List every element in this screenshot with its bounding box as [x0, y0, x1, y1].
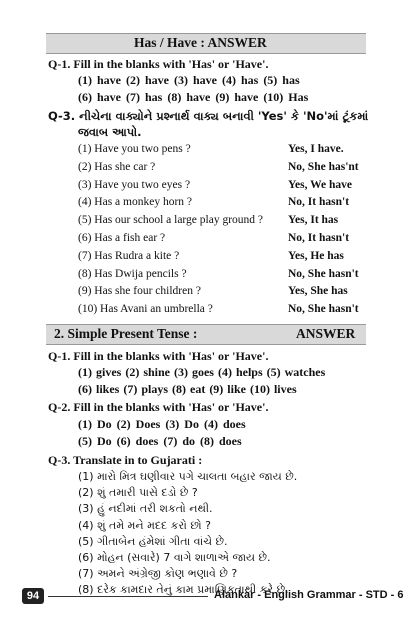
qa-answer: No, She has'nt [288, 160, 359, 173]
qa-question: (6) Has a fish ear ? [78, 232, 166, 244]
qa-question: (10) Has Avani an umbrella ? [78, 303, 213, 316]
translation-line: (2) શું તમારી પાસે દડો છે ? [78, 486, 198, 500]
translation-line: (7) અમને અંગ્રેજી કોણ ભણાવે છે ? [78, 567, 238, 581]
page-number: 94 [22, 588, 44, 604]
qa-answer: Yes, We have [288, 178, 352, 191]
footer-rule [48, 596, 208, 597]
question-heading-gujarati-cont: જવાબ આપો. [78, 125, 142, 139]
question-heading: Q-1. Fill in the blanks with 'Has' or 'Have'. [48, 57, 269, 71]
qa-answer: No, She hasn't [288, 267, 359, 280]
translation-line: (5) ગીતાબેન હંમેશાં ગીતા વાંચે છે. [78, 534, 228, 548]
translation-line: (3) હું નદીમાં તરી શકતો નથી. [78, 502, 213, 516]
qa-question: (3) Have you two eyes ? [78, 178, 191, 191]
translation-line: (6) મોહન (સવારે) 7 વાગે શાળાએ જાય છે. [78, 551, 271, 564]
answer-line: (1) gives (2) shine (3) goes (4) helps (5) watches [78, 365, 326, 379]
answer-line: (6) have (7) has (8) have (9) have (10) Has [78, 90, 309, 104]
qa-answer: Yes, I have. [288, 143, 344, 155]
answer-line: (1) have (2) have (3) have (4) has (5) has [78, 73, 300, 87]
section-title: Has / Have : ANSWER [134, 35, 267, 50]
qa-question: (2) Has she car ? [78, 160, 156, 173]
question-heading: Q-1. Fill in the blanks with 'Has' or 'Have'. [48, 349, 269, 363]
qa-answer: No, She hasn't [288, 303, 359, 316]
qa-question: (7) Has Rudra a kite ? [78, 249, 180, 262]
section-title: 2. Simple Present Tense : [54, 326, 198, 341]
translation-line: (1) મારો મિત્ર ઘણીવાર પગે ચાલતા બહાર જાય છે. [78, 470, 298, 483]
qa-answer: Yes, He has [288, 249, 344, 262]
qa-question: (5) Has our school a large play ground ? [78, 214, 264, 227]
section-header-simple-present [46, 324, 366, 345]
qa-answer: Yes, She has [288, 285, 348, 298]
book-title: Alankar - English Grammar - STD - 6 [214, 589, 404, 601]
answer-line: (6) likes (7) plays (8) eat (9) like (10) lives [78, 382, 297, 396]
qa-answer: No, It hasn't [288, 232, 350, 244]
answer-label: ANSWER [296, 326, 356, 341]
translation-line: (4) શું તમે મને મદદ કરો છો ? [78, 518, 211, 532]
qa-question: (9) Has she four children ? [78, 285, 201, 298]
page-footer [22, 588, 404, 608]
qa-question: (1) Have you two pens ? [78, 143, 191, 155]
qa-question: (4) Has a monkey horn ? [78, 196, 193, 209]
section-header-has-have [46, 33, 366, 54]
qa-answer: No, It hasn't [288, 196, 350, 209]
qa-question: (8) Has Dwija pencils ? [78, 267, 187, 280]
question-heading: Q-3. Translate in to Gujarati : [48, 453, 203, 467]
translation-line: (8) દરેક કામદાર તેનું કામ પ્રમાણિકતાથી કરે છે. [78, 583, 289, 597]
answer-line: (1) Do (2) Does (3) Do (4) does [78, 417, 246, 431]
qa-answer: Yes, It has [288, 214, 339, 227]
answer-line: (5) Do (6) does (7) do (8) does [78, 434, 242, 448]
question-heading-gujarati: Q-3. નીચેના વાક્યોને પ્રશ્નાર્થ વાક્ય બનાવી 'Yes' કે 'No'માં ટૂંકમાં [48, 109, 369, 123]
question-heading: Q-2. Fill in the blanks with 'Has' or 'Have'. [48, 400, 269, 414]
